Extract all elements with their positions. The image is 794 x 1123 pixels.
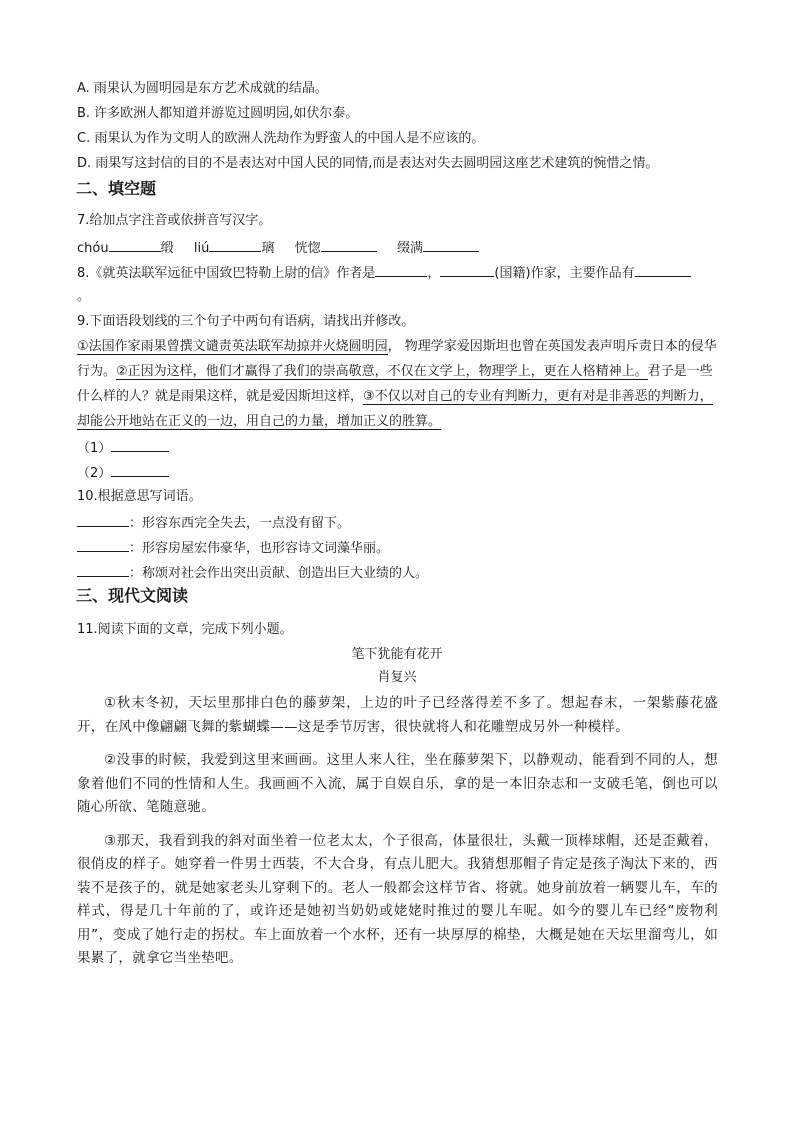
q10-item-2-text: ：形容房屋宏伟豪华，也形容诗文词藻华丽。 [129, 541, 390, 556]
q7-prompt: 7.给加点字注音或依拼音写汉字。 [77, 213, 272, 228]
q10-blank-2[interactable] [77, 538, 129, 552]
q9-sentence-3: ③不仅以对自己的专业有判断力，更有对是非善恶的判断力，却能公开地站在正义的一边，用自己的力量，增加正义的胜算。 [77, 389, 713, 429]
q10-item-1-text: ：形容东西完全失去，一点没有留下。 [129, 516, 351, 531]
section-3-title: 三、现代文阅读 [76, 586, 189, 605]
q8-sep: ， [427, 266, 441, 281]
q6-option-b: B. 许多欧洲人都知道并游览过圆明园,如伏尔泰。 [77, 106, 359, 121]
article-title: 笔下犹能有花开 [351, 647, 443, 662]
article-body [77, 692, 718, 971]
q8-part-1: 8.《就英法联军远征中国致巴特勒上尉的信》作者是 [77, 266, 376, 281]
q10-item-3-text: ：称颂对社会作出突出贡献、创造出巨大业绩的人。 [129, 566, 429, 581]
section-2-title: 二、填空题 [76, 179, 157, 198]
q7-item-1-char: 缎 [160, 241, 174, 256]
q9-sentence-1: ①法国作家雨果曾撰文谴责英法联军劫掠并火烧圆明园 [77, 339, 388, 354]
q9-answer-2 [77, 463, 169, 483]
article-paragraph-1: ①秋末冬初，天坛里那排白色的藤萝架，上边的叶子已经落得差不多了。想起春末，一架紫藤花盛开，在风中像翩翩飞舞的紫蝴蝶——这是季节厉害，很快就将人和花雕塑成另外一种模样。 [77, 695, 718, 735]
q9-answer-2-blank[interactable] [111, 463, 169, 477]
q9-sentence-2: ②正因为这样，他们才赢得了我们的崇高敬意，不仅在文学上，物理学上，更在人格精神上。 [116, 364, 648, 379]
q9-text-2: 君子是一些什么样的人？就是雨果这样，就是爱因斯坦这样， [77, 364, 713, 404]
q8-end: 。 [77, 289, 91, 304]
q7-blank-3[interactable] [321, 238, 377, 252]
q8-blank-works[interactable] [635, 263, 691, 277]
article-paragraph-2: ②没事的时候，我爱到这里来画画。这里人来人往，坐在藤萝架下，以静观动，能看到不同的人，想象着他们不同的性情和人生。我画画不入流，属于自娱自乐，拿的是一本旧杂志和一支破毛笔，倒也可以随心所欲、笔随意驰。 [77, 752, 718, 815]
q11-prompt: 11.阅读下面的文章，完成下列小题。 [77, 622, 293, 637]
article-author: 肖复兴 [377, 670, 417, 685]
q7-item-1-pinyin: chóu [77, 241, 109, 256]
q10-prompt: 10.根据意思写词语。 [77, 489, 202, 504]
q9-answer-1-label: （1） [77, 441, 112, 456]
q10-item-2 [77, 538, 389, 558]
q10-item-3 [77, 563, 428, 583]
q7-item-4-word: 缀满 [396, 241, 423, 256]
q8-blank-author[interactable] [375, 263, 427, 277]
q7-items [77, 238, 479, 258]
q6-option-a: A. 雨果认为圆明园是东方艺术成就的结晶。 [77, 81, 328, 96]
q7-item-2-pinyin: liú [193, 241, 210, 256]
q8-blank-nationality[interactable] [440, 263, 494, 277]
q10-item-1 [77, 513, 350, 533]
q7-blank-1[interactable] [109, 238, 161, 252]
q8-line [77, 263, 691, 283]
q7-item-2-char: 璃 [261, 241, 275, 256]
q9-answer-1 [77, 438, 169, 458]
q6-option-d: D. 雨果写这封信的目的不是表达对中国人民的同情,而是表达对失去圆明园这座艺术建筑的惋惜之情。 [77, 156, 659, 171]
q9-prompt: 9.下面语段划线的三个句子中两句有语病，请找出并修改。 [77, 314, 415, 329]
q7-item-3-word: 恍惚 [294, 241, 321, 256]
q9-answer-1-blank[interactable] [111, 438, 169, 452]
article-paragraph-3: ③那天，我看到我的斜对面坐着一位老太太，个子很高，体量很壮，头戴一顶棒球帽，还是歪戴着，很俏皮的样子。她穿着一件男士西装，不大合身，有点儿肥大。我猜想那帽子肯定是孩子淘汰下来的，西装不是孩子的，就是她家老头儿穿剩下的。老人一般都会这样节省、将就。她身前放着一辆婴儿车，车的样式，得是几十年前的了，或许还是她初当奶奶或姥姥时推过的婴儿车呢。如今的婴儿车已经“废物利用”，变成了她行走的拐杖。车上面放着一个水杯，还有一块厚厚的棉垫，大概是她在天坛里溜弯儿，如果累了，就拿它当坐垫吧。 [77, 832, 718, 966]
q10-blank-1[interactable] [77, 513, 129, 527]
q7-blank-4[interactable] [423, 238, 479, 252]
q9-text-1: ， 物理学家爱因斯坦也曾在英国发表声明斥责日本的侵华行为。 [77, 339, 717, 379]
q9-answer-2-label: （2） [77, 466, 112, 481]
q7-blank-2[interactable] [209, 238, 261, 252]
q8-part-2: (国籍)作家，主要作品有 [494, 266, 635, 281]
q9-passage [77, 334, 719, 434]
q6-option-c: C. 雨果认为作为文明人的欧洲人洗劫作为野蛮人的中国人是不应该的。 [77, 131, 485, 146]
q10-blank-3[interactable] [77, 563, 129, 577]
